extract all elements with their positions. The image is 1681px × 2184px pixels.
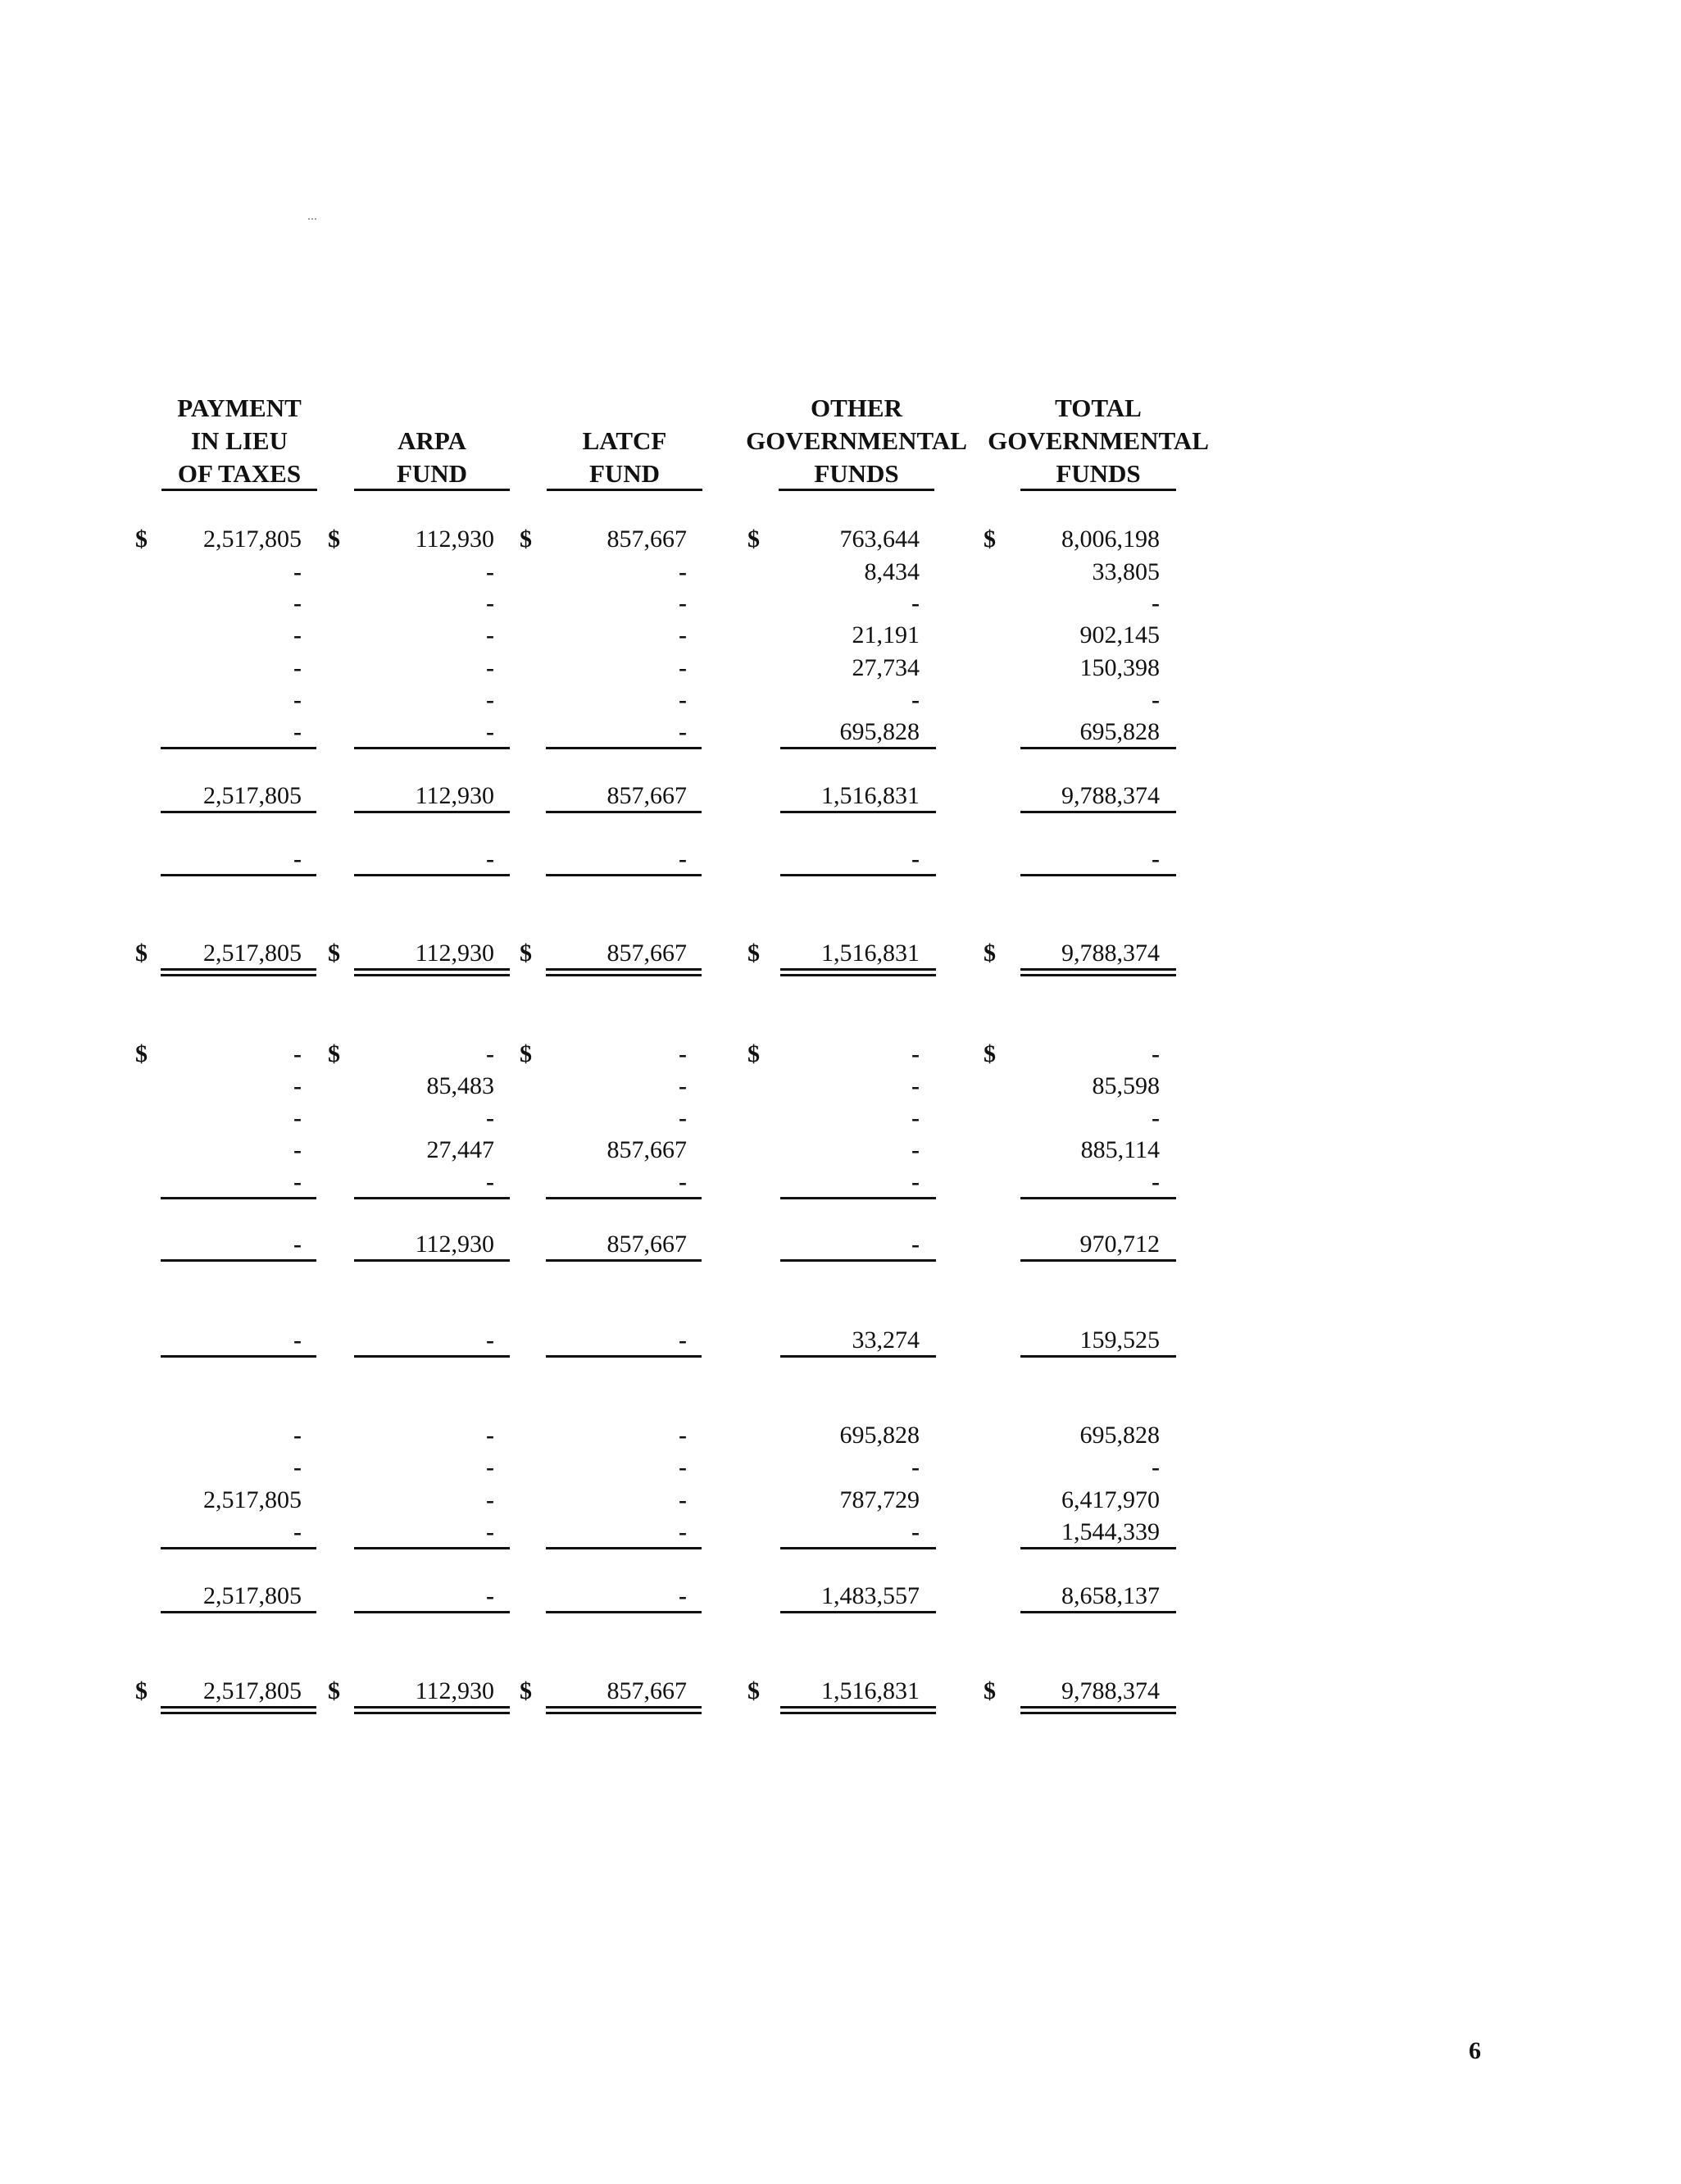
underline <box>354 1611 510 1613</box>
table-cell: - <box>911 1518 920 1545</box>
table-cell: - <box>486 654 494 681</box>
table-cell: 857,667 <box>607 782 687 809</box>
table-cell: - <box>679 654 687 681</box>
table-cell: 902,145 <box>1079 621 1160 648</box>
table-cell: - <box>1152 1168 1160 1195</box>
currency-symbol: $ <box>328 1677 340 1704</box>
table-cell: - <box>486 1422 494 1449</box>
table-cell: 763,644 <box>839 526 920 553</box>
currency-symbol: $ <box>328 526 340 553</box>
underline <box>780 747 936 749</box>
underline <box>546 874 702 876</box>
table-cell: - <box>1152 1104 1160 1131</box>
underline <box>161 1611 316 1613</box>
table-cell: - <box>679 686 687 713</box>
underline <box>161 1547 316 1549</box>
table-cell: 970,712 <box>1079 1231 1160 1258</box>
table-cell: 857,667 <box>607 940 687 967</box>
table-cell: 112,930 <box>415 782 494 809</box>
table-cell: 85,483 <box>426 1072 494 1099</box>
underline <box>354 1197 510 1199</box>
underline <box>780 1547 936 1549</box>
table-cell: - <box>486 1104 494 1131</box>
underline <box>1020 811 1176 813</box>
table-cell: - <box>679 1582 687 1609</box>
header-line: GOVERNMENTAL <box>746 426 967 455</box>
table-cell: 2,517,805 <box>203 526 302 553</box>
double-underline <box>354 968 510 976</box>
underline <box>161 1197 316 1199</box>
table-cell: - <box>293 1040 302 1067</box>
table-cell: - <box>293 589 302 617</box>
currency-symbol: $ <box>520 1040 532 1067</box>
underline <box>354 811 510 813</box>
underline <box>161 811 316 813</box>
table-cell: 1,483,557 <box>821 1582 920 1609</box>
table-cell: - <box>679 558 687 585</box>
table-cell: 112,930 <box>415 940 494 967</box>
table-cell: 27,447 <box>426 1136 494 1163</box>
header-line: ARPA <box>398 426 466 455</box>
table-cell: - <box>486 1040 494 1067</box>
table-cell: 8,658,137 <box>1061 1582 1160 1609</box>
table-cell: - <box>1152 589 1160 617</box>
table-cell: 112,930 <box>415 526 494 553</box>
currency-symbol: $ <box>984 1040 996 1067</box>
table-cell: - <box>679 845 687 872</box>
currency-symbol: $ <box>135 940 148 967</box>
table-cell: 1,516,831 <box>821 782 920 809</box>
table-cell: - <box>679 718 687 745</box>
table-cell: 150,398 <box>1079 654 1160 681</box>
table-cell: - <box>679 1486 687 1513</box>
table-cell: - <box>911 1168 920 1195</box>
currency-symbol: $ <box>520 940 532 967</box>
table-cell: - <box>679 1168 687 1195</box>
table-cell: - <box>679 1104 687 1131</box>
table-cell: 33,274 <box>852 1326 920 1354</box>
table-cell: - <box>911 1136 920 1163</box>
underline <box>780 1611 936 1613</box>
double-underline <box>1020 968 1176 976</box>
table-cell: 2,517,805 <box>203 1486 302 1513</box>
table-cell: - <box>486 686 494 713</box>
table-cell: 857,667 <box>607 526 687 553</box>
underline <box>1020 1611 1176 1613</box>
table-cell: - <box>486 718 494 745</box>
header-underlined-label: OF TAXES <box>161 459 317 491</box>
table-cell: 1,516,831 <box>821 940 920 967</box>
table-cell: - <box>679 1326 687 1354</box>
header-line: PAYMENT <box>177 394 302 422</box>
underline <box>546 1611 702 1613</box>
column-header-5 <box>934 392 1262 491</box>
currency-symbol: $ <box>984 1677 996 1704</box>
currency-symbol: $ <box>328 940 340 967</box>
table-cell: - <box>679 1072 687 1099</box>
table-cell: 2,517,805 <box>203 940 302 967</box>
header-underlined-label: FUND <box>354 459 510 491</box>
table-cell: - <box>293 621 302 648</box>
double-underline <box>546 968 702 976</box>
table-cell: - <box>679 1518 687 1545</box>
table-cell: - <box>293 845 302 872</box>
underline <box>354 1259 510 1262</box>
table-cell: - <box>293 654 302 681</box>
table-cell: 21,191 <box>852 621 920 648</box>
table-cell: 112,930 <box>415 1231 494 1258</box>
underline <box>780 1197 936 1199</box>
double-underline <box>1020 1706 1176 1714</box>
table-cell: 787,729 <box>839 1486 920 1513</box>
currency-symbol: $ <box>747 1040 760 1067</box>
table-cell: - <box>293 1104 302 1131</box>
table-cell: 33,805 <box>1092 558 1160 585</box>
underline <box>780 811 936 813</box>
table-cell: - <box>679 621 687 648</box>
table-cell: - <box>1152 686 1160 713</box>
underline <box>161 1355 316 1358</box>
table-cell: - <box>293 1072 302 1099</box>
underline <box>1020 1259 1176 1262</box>
underline <box>161 747 316 749</box>
table-cell: 2,517,805 <box>203 1582 302 1609</box>
underline <box>354 874 510 876</box>
table-cell: - <box>486 845 494 872</box>
double-underline <box>780 1706 936 1714</box>
currency-symbol: $ <box>984 526 996 553</box>
table-cell: - <box>293 1168 302 1195</box>
underline <box>546 811 702 813</box>
header-underlined-label: FUND <box>547 459 702 491</box>
currency-symbol: $ <box>984 940 996 967</box>
table-cell: 695,828 <box>1079 1422 1160 1449</box>
underline <box>1020 747 1176 749</box>
table-cell: - <box>293 1422 302 1449</box>
table-cell: - <box>911 1104 920 1131</box>
header-line: IN LIEU <box>190 426 288 455</box>
table-cell: 85,598 <box>1092 1072 1160 1099</box>
underline <box>780 874 936 876</box>
stray-mark: ... <box>307 209 317 223</box>
table-cell: 159,525 <box>1079 1326 1160 1354</box>
table-cell: - <box>486 1326 494 1354</box>
table-cell: 857,667 <box>607 1231 687 1258</box>
table-cell: - <box>293 1136 302 1163</box>
table-cell: - <box>911 1454 920 1481</box>
underline <box>1020 1197 1176 1199</box>
table-cell: 695,828 <box>839 718 920 745</box>
currency-symbol: $ <box>135 1040 148 1067</box>
table-cell: - <box>293 718 302 745</box>
underline <box>354 747 510 749</box>
underline <box>1020 1355 1176 1358</box>
table-cell: 695,828 <box>839 1422 920 1449</box>
table-cell: - <box>293 1326 302 1354</box>
underline <box>354 1547 510 1549</box>
underline <box>546 747 702 749</box>
table-cell: - <box>911 1040 920 1067</box>
table-cell: 8,006,198 <box>1061 526 1160 553</box>
header-underlined-label: FUNDS <box>1020 459 1176 491</box>
table-cell: - <box>911 589 920 617</box>
table-cell: 857,667 <box>607 1136 687 1163</box>
table-cell: - <box>293 1231 302 1258</box>
double-underline <box>546 1706 702 1714</box>
header-line: LATCF <box>582 426 667 455</box>
table-cell: 9,788,374 <box>1061 782 1160 809</box>
table-cell: - <box>486 1582 494 1609</box>
table-cell: - <box>486 589 494 617</box>
table-cell: - <box>486 621 494 648</box>
currency-symbol: $ <box>135 526 148 553</box>
currency-symbol: $ <box>520 526 532 553</box>
table-cell: - <box>293 1518 302 1545</box>
table-cell: 857,667 <box>607 1677 687 1704</box>
currency-symbol: $ <box>747 940 760 967</box>
underline <box>1020 874 1176 876</box>
header-line: GOVERNMENTAL <box>988 426 1209 455</box>
underline <box>546 1355 702 1358</box>
table-cell: - <box>679 1040 687 1067</box>
header-line: OTHER <box>811 394 902 422</box>
table-cell: - <box>679 1422 687 1449</box>
currency-symbol: $ <box>520 1677 532 1704</box>
table-cell: - <box>293 686 302 713</box>
underline <box>780 1259 936 1262</box>
underline <box>1020 1547 1176 1549</box>
table-cell: 27,734 <box>852 654 920 681</box>
currency-symbol: $ <box>328 1040 340 1067</box>
page-number: 6 <box>1469 2037 1481 2064</box>
double-underline <box>161 1706 316 1714</box>
table-cell: - <box>486 1454 494 1481</box>
table-cell: 9,788,374 <box>1061 1677 1160 1704</box>
header-line: TOTAL <box>1055 394 1142 422</box>
header-underlined-label: FUNDS <box>779 459 934 491</box>
table-cell: 6,417,970 <box>1061 1486 1160 1513</box>
currency-symbol: $ <box>747 1677 760 1704</box>
currency-symbol: $ <box>747 526 760 553</box>
table-cell: - <box>911 1072 920 1099</box>
underline <box>780 1355 936 1358</box>
underline <box>161 1259 316 1262</box>
table-cell: - <box>486 1486 494 1513</box>
underline <box>354 1355 510 1358</box>
table-cell: 695,828 <box>1079 718 1160 745</box>
table-cell: - <box>679 1454 687 1481</box>
table-cell: 112,930 <box>415 1677 494 1704</box>
table-cell: - <box>1152 845 1160 872</box>
underline <box>546 1197 702 1199</box>
table-cell: 1,516,831 <box>821 1677 920 1704</box>
table-cell: - <box>911 845 920 872</box>
underline <box>546 1259 702 1262</box>
underline <box>546 1547 702 1549</box>
table-cell: 9,788,374 <box>1061 940 1160 967</box>
table-cell: 2,517,805 <box>203 782 302 809</box>
double-underline <box>780 968 936 976</box>
double-underline <box>161 968 316 976</box>
currency-symbol: $ <box>135 1677 148 1704</box>
table-cell: - <box>1152 1454 1160 1481</box>
table-cell: 885,114 <box>1080 1136 1160 1163</box>
table-cell: - <box>486 1518 494 1545</box>
table-cell: - <box>911 686 920 713</box>
table-cell: - <box>486 558 494 585</box>
table-cell: 1,544,339 <box>1061 1518 1160 1545</box>
table-cell: 2,517,805 <box>203 1677 302 1704</box>
table-cell: - <box>293 558 302 585</box>
table-cell: - <box>486 1168 494 1195</box>
underline <box>161 874 316 876</box>
double-underline <box>354 1706 510 1714</box>
table-cell: 8,434 <box>864 558 920 585</box>
table-cell: - <box>679 589 687 617</box>
table-cell: - <box>911 1231 920 1258</box>
table-cell: - <box>293 1454 302 1481</box>
table-cell: - <box>1152 1040 1160 1067</box>
